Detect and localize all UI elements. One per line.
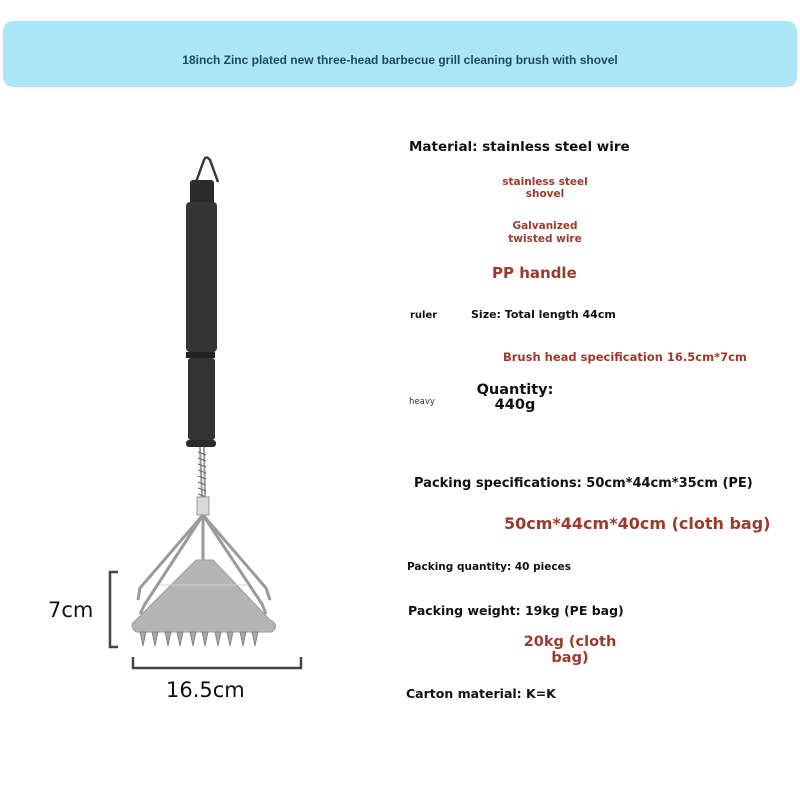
- packing-weight-cloth: [515, 634, 625, 666]
- wire-callout: [490, 220, 600, 246]
- packing-spec: Packing specifications: 50cm*44cm*35cm (PE): [414, 476, 753, 491]
- handle-callout: PP handle: [492, 264, 577, 282]
- height-dimension-label: 7cm: [48, 598, 94, 622]
- shovel-callout-line1: stainless steel: [502, 176, 588, 188]
- brush-head-spec: Brush head specification 16.5cm*7cm: [503, 350, 747, 364]
- weight-spec-line2: 440g: [494, 397, 536, 413]
- packing-spec-cloth: 50cm*44cm*40cm (cloth bag): [504, 514, 771, 533]
- weight-spec-line1: Quantity:: [476, 382, 554, 398]
- product-title: 18inch Zinc plated new three-head barbecue grill cleaning brush with shovel: [182, 53, 618, 67]
- carton-material: Carton material: K=K: [406, 686, 556, 701]
- weight-spec: [470, 383, 560, 413]
- width-dimension-label: 16.5cm: [166, 678, 245, 702]
- packing-weight: Packing weight: 19kg (PE bag): [408, 603, 624, 618]
- packing-quantity: Packing quantity: 40 pieces: [407, 561, 571, 573]
- packing-weight-cloth-line2: bag): [551, 650, 589, 666]
- heavy-label: heavy: [409, 397, 435, 407]
- wire-callout-line2: twisted wire: [508, 233, 582, 245]
- material-spec: Material: stainless steel wire: [409, 139, 630, 155]
- size-spec: Size: Total length 44cm: [471, 308, 616, 321]
- shovel-callout: [490, 176, 600, 200]
- wire-callout-line1: Galvanized: [512, 220, 578, 232]
- packing-weight-cloth-line1: 20kg (cloth: [523, 634, 617, 650]
- shovel-callout-line2: shovel: [525, 188, 565, 200]
- ruler-label: ruler: [410, 310, 438, 321]
